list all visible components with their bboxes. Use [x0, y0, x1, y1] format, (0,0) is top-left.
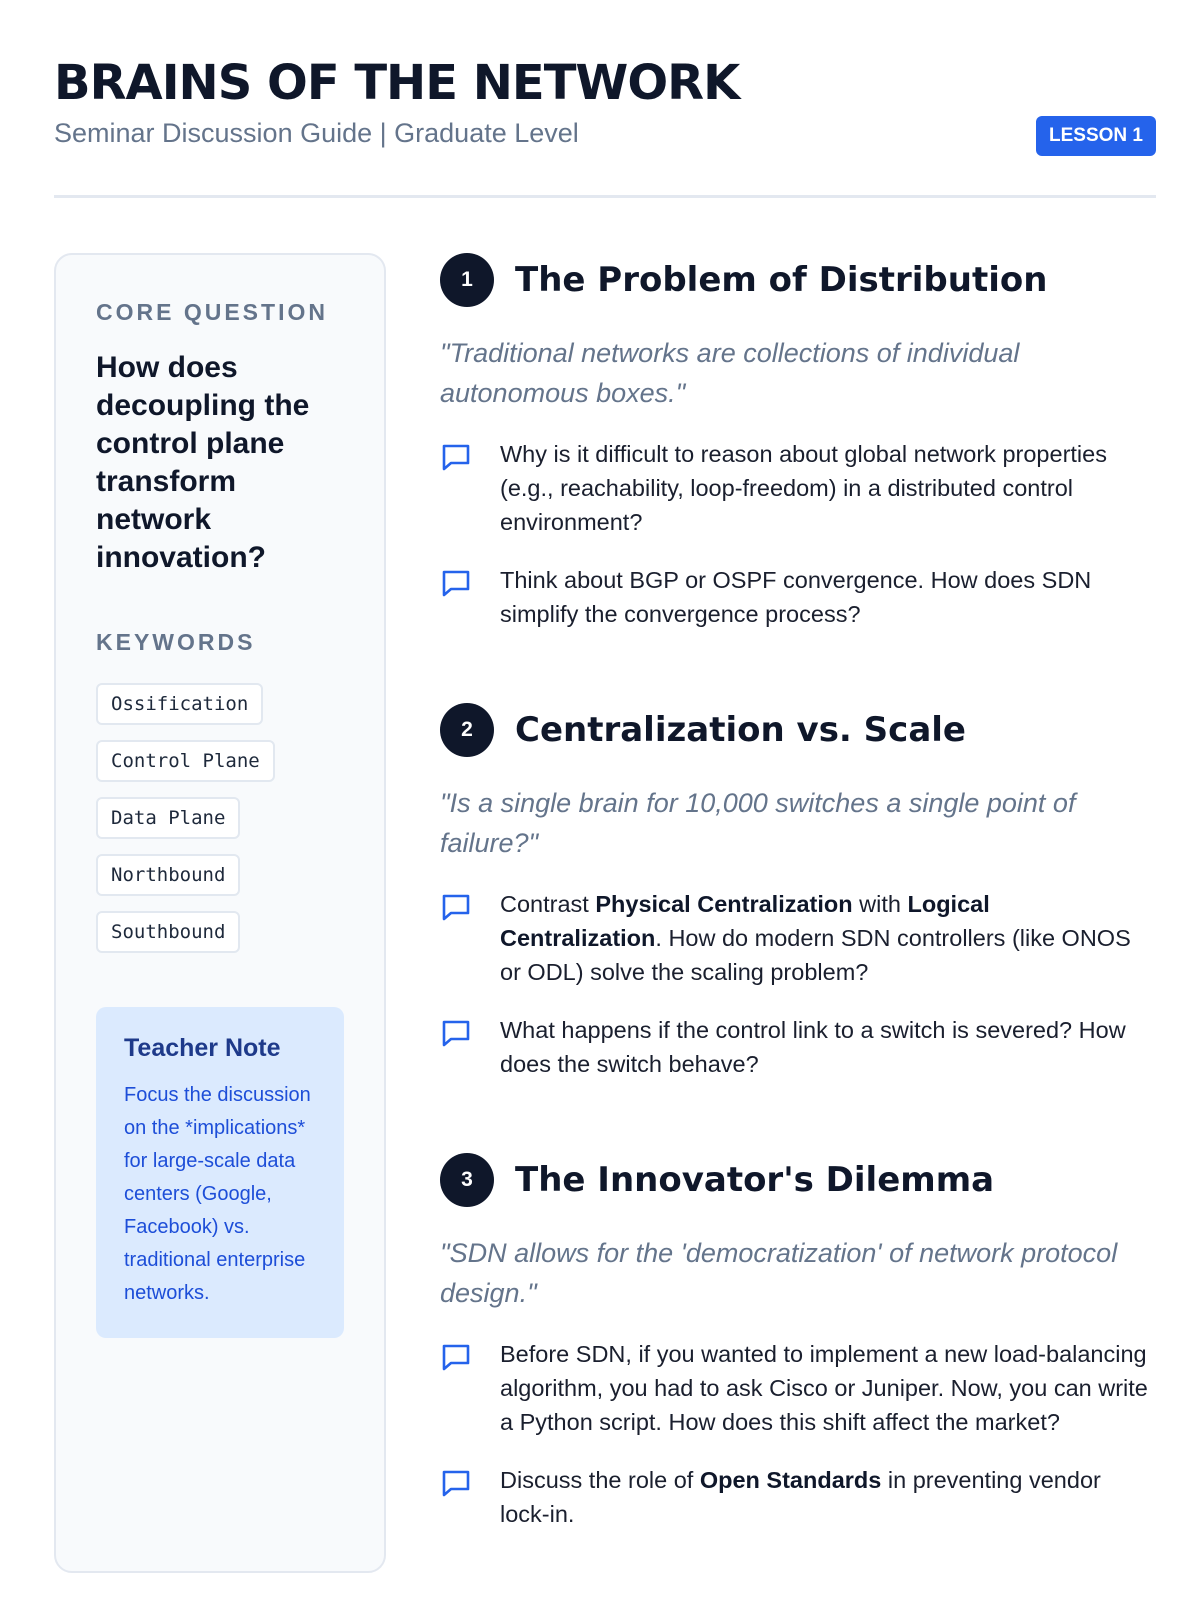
- question-fragment: Before SDN, if you wanted to implement a new load-balancing algorithm, you had to ask Cisco or Juniper. Now, you can write a Python script. How does this shift affect the market?: [500, 1341, 1148, 1435]
- section-1: [440, 253, 1156, 631]
- keyword-tag: Southbound: [96, 911, 240, 953]
- question-fragment: Why is it difficult to reason about global network properties (e.g., reachability, loop-freedom) in a distributed control environment?: [500, 441, 1107, 535]
- question-fragment: in preventing vendor lock-in.: [500, 1467, 1101, 1527]
- sidebar: [54, 253, 386, 1573]
- section-2: [440, 703, 1156, 1081]
- discussion-question: [440, 563, 1156, 631]
- question-text: [500, 563, 1156, 631]
- section-title: Centralization vs. Scale: [515, 710, 966, 750]
- question-emphasis: Logical Centralization: [500, 891, 990, 951]
- question-text: [500, 1337, 1156, 1439]
- question-fragment: What happens if the control link to a switch is severed? How does the switch behave?: [500, 1017, 1126, 1077]
- keyword-tag: Control Plane: [96, 740, 275, 782]
- question-fragment: Think about BGP or OSPF convergence. How does SDN simplify the convergence process?: [500, 567, 1092, 627]
- teacher-note-text: Focus the discussion on the *implications* for large-scale data centers (Google, Facebook) vs. traditional enterprise networks.: [124, 1084, 311, 1304]
- question-text: [500, 437, 1156, 539]
- section-quote: "Traditional networks are collections of individual autonomous boxes.": [440, 338, 1020, 408]
- section-number: 2: [440, 703, 494, 757]
- question-emphasis: Physical Centralization: [595, 891, 853, 917]
- chat-bubble-icon: [440, 1337, 474, 1439]
- section-quote: "Is a single brain for 10,000 switches a single point of failure?": [440, 788, 1076, 858]
- question-fragment: Discuss the role of: [500, 1467, 700, 1493]
- section-header: [440, 253, 1156, 307]
- discussion-question: [440, 1337, 1156, 1439]
- keyword-tag: Data Plane: [96, 797, 240, 839]
- page-header: [54, 52, 1156, 198]
- chat-bubble-icon: [440, 1463, 474, 1531]
- chat-bubble-icon: [440, 887, 474, 989]
- question-fragment: Contrast: [500, 891, 596, 917]
- section-header: [440, 703, 1156, 757]
- question-text: [500, 887, 1156, 989]
- chat-bubble-icon: [440, 1013, 474, 1081]
- question-text: [500, 1013, 1156, 1081]
- teacher-note: [96, 1007, 344, 1338]
- question-fragment: . How do modern SDN controllers (like ONOS or ODL) solve the scaling problem?: [500, 925, 1131, 985]
- keyword-tag: Northbound: [96, 854, 240, 896]
- section-header: [440, 1153, 1156, 1207]
- section-title: The Problem of Distribution: [515, 260, 1048, 300]
- discussion-question: [440, 1013, 1156, 1081]
- discussion-question: [440, 887, 1156, 989]
- section-title: The Innovator's Dilemma: [515, 1160, 995, 1200]
- core-question: How does decoupling the control plane transform network innovation?: [96, 351, 310, 574]
- section-3: [440, 1153, 1156, 1531]
- discussion-question: [440, 437, 1156, 539]
- page-title: BRAINS OF THE NETWORK: [54, 55, 740, 111]
- core-question-label: CORE QUESTION: [96, 299, 328, 325]
- keyword-list: [96, 683, 344, 953]
- page-subtitle: Seminar Discussion Guide | Graduate Level: [54, 118, 579, 148]
- section-quote: "SDN allows for the 'democratization' of network protocol design.": [440, 1238, 1118, 1308]
- question-text: [500, 1463, 1156, 1531]
- discussion-sections: [440, 253, 1156, 1600]
- section-number: 3: [440, 1153, 494, 1207]
- discussion-question: [440, 1463, 1156, 1531]
- keyword-tag: Ossification: [96, 683, 263, 725]
- question-fragment: with: [852, 891, 908, 917]
- chat-bubble-icon: [440, 563, 474, 631]
- teacher-note-title: Teacher Note: [124, 1034, 281, 1062]
- chat-bubble-icon: [440, 437, 474, 539]
- keywords-label: KEYWORDS: [96, 629, 256, 655]
- section-number: 1: [440, 253, 494, 307]
- question-emphasis: Open Standards: [699, 1467, 882, 1493]
- lesson-badge: LESSON 1: [1036, 116, 1156, 156]
